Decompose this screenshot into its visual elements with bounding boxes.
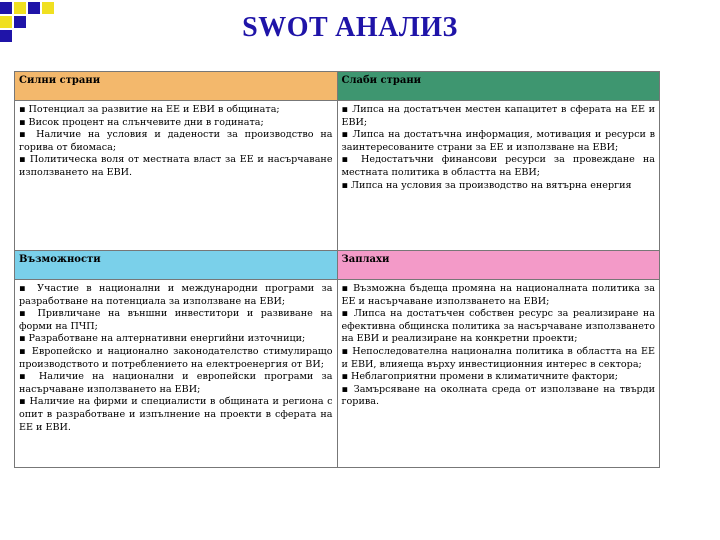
weakness-item: ▪ Липса на достатъчна информация, мотивация и ресурси в заинтересованите страни за ЕЕ и използване на ЕВИ; (341, 129, 655, 153)
opportunity-item: ▪ Наличие на фирми и специалисти в общината и региона с опит в разработване и изпълнение на проекти в сферата на ЕЕ и ЕВИ. (19, 396, 333, 433)
logo-square (0, 16, 12, 28)
opportunities-cell (15, 280, 338, 468)
logo-square (42, 2, 54, 14)
threat-item: ▪ Възможна бъдеща промяна на националната политика за ЕЕ и насърчаване използването на ЕВИ; (341, 283, 655, 307)
weakness-item: ▪ Липса на условия за производство на вятърна енергия (341, 179, 632, 191)
body-row-bottom (15, 280, 660, 468)
swot-table (14, 71, 660, 468)
logo-square (0, 2, 12, 14)
opportunity-item: ▪ Европейско и национално законодателство стимулиращо производството и потреблението на електроенергия от ВИ; (19, 345, 333, 370)
strength-item: ▪ Политическа воля от местната власт за ЕЕ и насърчаване използването на ЕВИ. (19, 154, 333, 178)
strengths-cell (15, 101, 338, 251)
strength-item: ▪ Потенциал за развитие на ЕЕ и ЕВИ в общината; (19, 104, 280, 115)
logo-square (14, 16, 26, 28)
threat-item: ▪ Непоследователна национална политика в областта на ЕЕ и ЕВИ, влияеща върху инвестиционния интерес в сектора; (341, 345, 655, 370)
header-row-bottom (15, 251, 660, 280)
logo-square (0, 30, 12, 42)
logo-squares (0, 0, 60, 46)
opportunity-item: ▪ Участие в национални и международни програми за разработване на потенциала за използване на ЕВИ; (19, 283, 333, 307)
weakness-item: ▪ Липса на достатъчен местен капацитет в сферата на ЕЕ и ЕВИ; (341, 104, 655, 128)
opportunity-item: ▪ Привличане на външни инвеститори и развиване на форми на ПЧП; (19, 308, 333, 332)
opportunity-item: ▪ Разработване на алтернативни енергийни източници; (19, 333, 306, 345)
strength-item: ▪ Наличие на условия и дадености за производство на горива от биомаса; (19, 129, 333, 153)
threats-header: Заплахи (337, 251, 660, 280)
body-row-top (15, 101, 660, 251)
threat-item: ▪ Липса на достатъчен собствен ресурс за реализиране на ефективна общинска политика за насърчаване използването на ЕВИ и реализиране на конкретни проекти; (341, 308, 655, 345)
opportunities-header: Възможности (15, 251, 338, 280)
threat-item: ▪ Неблагоприятни промени в климатичните фактори; (341, 371, 618, 383)
threats-cell (337, 280, 660, 468)
header-row-top (15, 72, 660, 101)
weaknesses-header: Слаби страни (337, 72, 660, 101)
logo-square (14, 2, 26, 14)
page-title: SWOT АНАЛИЗ (242, 12, 458, 43)
weakness-item: ▪ Недостатъчни финансови ресурси за провеждане на местната политика в областта на ЕВИ; (341, 154, 655, 178)
threat-item: ▪ Замърсяване на околната среда от използване на твърди горива. (341, 383, 655, 408)
logo-square (28, 2, 40, 14)
strengths-header: Силни страни (15, 72, 338, 101)
weaknesses-cell (337, 101, 660, 251)
opportunity-item: ▪ Наличие на национални и европейски програми за насърчаване използването на ЕВИ; (19, 371, 333, 395)
strength-item: ▪ Висок процент на слънчевите дни в годината; (19, 116, 264, 128)
